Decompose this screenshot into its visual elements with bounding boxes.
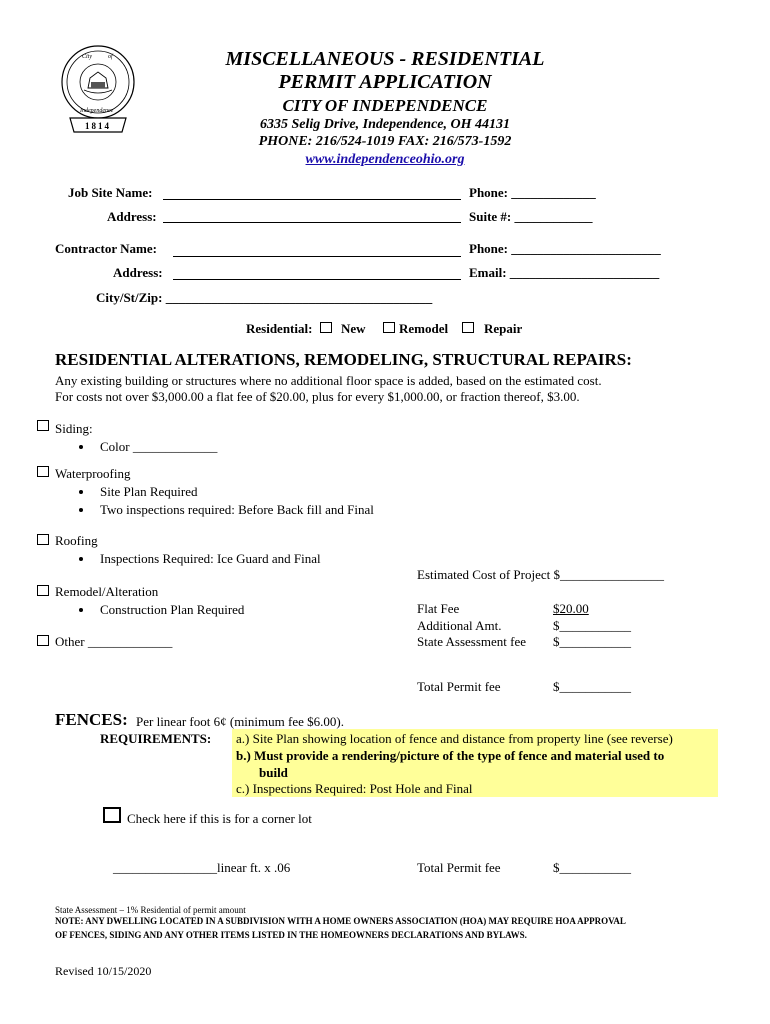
city-name: CITY OF INDEPENDENCE (282, 96, 488, 115)
roofing-label: Roofing (55, 533, 98, 548)
svg-text:Independence: Independence (80, 108, 114, 114)
siding-label: Siding: (55, 421, 93, 436)
other-field[interactable]: Other _____________ (55, 634, 173, 649)
new-checkbox[interactable] (320, 322, 332, 333)
siding-checkbox[interactable] (37, 420, 49, 431)
roofing-bullet-1: Inspections Required: Ice Guard and Final (100, 551, 321, 566)
alterations-desc-1: Any existing building or structures where no additional floor space is added, based on the estimated cost. (55, 373, 602, 388)
total-permit-fee-field[interactable]: $___________ (553, 679, 631, 694)
job-site-phone-field[interactable]: Phone: _____________ (469, 185, 596, 200)
contractor-phone-field[interactable]: Phone: _______________________ (469, 241, 661, 256)
job-site-address-label: Address: (107, 209, 157, 224)
bullet-icon (79, 557, 83, 561)
repair-option-label: Repair (484, 321, 523, 336)
remodel-alteration-label: Remodel/Alteration (55, 584, 159, 599)
hoa-note-line2: OF FENCES, SIDING AND ANY OTHER ITEMS LISTED IN THE HOMEOWNERS DECLARATIONS AND BYLAWS. (55, 930, 527, 940)
flat-fee-label: Flat Fee (417, 601, 460, 616)
fences-rate: Per linear foot 6¢ (minimum fee $6.00). (136, 714, 344, 729)
fence-total-fee-field[interactable]: $___________ (553, 860, 631, 875)
job-site-name-label: Job Site Name: (68, 185, 153, 200)
new-option-label: New (341, 321, 366, 336)
bullet-icon (79, 608, 83, 612)
requirements-label: REQUIREMENTS: (100, 731, 212, 746)
waterproofing-bullet-2: Two inspections required: Before Back fill and Final (100, 502, 374, 517)
corner-lot-checkbox[interactable] (103, 807, 121, 823)
contractor-email-field[interactable]: Email: _______________________ (469, 265, 660, 280)
revised-date: Revised 10/15/2020 (55, 964, 152, 978)
other-checkbox[interactable] (37, 635, 49, 646)
svg-text:City: City (82, 54, 92, 60)
remodel-bullet-1: Construction Plan Required (100, 602, 245, 617)
fence-total-fee-label: Total Permit fee (417, 860, 501, 875)
requirement-b-line1: b.) Must provide a rendering/picture of the type of fence and material used to (236, 748, 665, 763)
estimated-cost-field[interactable]: Estimated Cost of Project $________________ (417, 567, 664, 582)
requirement-c: c.) Inspections Required: Post Hole and Final (236, 781, 473, 796)
city-seal-logo (58, 44, 138, 136)
state-assessment-label: State Assessment fee (417, 634, 527, 649)
contractor-name-field[interactable] (173, 256, 461, 257)
residential-label: Residential: (246, 321, 313, 336)
contractor-address-field[interactable] (173, 279, 461, 280)
fences-heading: FENCES: (55, 710, 128, 729)
city-address: 6335 Selig Drive, Independence, OH 44131 (259, 117, 511, 132)
state-assessment-field[interactable]: $___________ (553, 634, 631, 649)
remodel-alteration-checkbox[interactable] (37, 585, 49, 596)
svg-text:of: of (108, 54, 113, 60)
form-title-line2: PERMIT APPLICATION (278, 71, 492, 93)
additional-amt-field[interactable]: $___________ (553, 618, 631, 633)
alterations-heading: RESIDENTIAL ALTERATIONS, REMODELING, STRUCTURAL REPAIRS: (55, 350, 632, 369)
waterproofing-label: Waterproofing (55, 466, 131, 481)
hoa-note-line1: NOTE: ANY DWELLING LOCATED IN A SUBDIVISION WITH A HOME OWNERS ASSOCIATION (HOA) MAY REQUIRE HOA APPROVAL (55, 916, 626, 926)
linear-feet-field[interactable]: ________________linear ft. x .06 (113, 860, 291, 875)
remodel-checkbox[interactable] (383, 322, 395, 333)
total-permit-fee-label: Total Permit fee (417, 679, 501, 694)
svg-text:1814: 1814 (85, 121, 111, 131)
job-site-address-field[interactable] (163, 222, 461, 223)
bullet-icon (79, 490, 83, 494)
contractor-address-label: Address: (113, 265, 163, 280)
requirement-b-line2: build (259, 765, 288, 780)
contractor-name-label: Contractor Name: (55, 241, 157, 256)
job-site-suite-field[interactable]: Suite #: ____________ (469, 209, 593, 224)
siding-color-field[interactable]: Color _____________ (100, 439, 218, 454)
corner-lot-label: Check here if this is for a corner lot (127, 811, 312, 826)
form-title-line1: MISCELLANEOUS - RESIDENTIAL (225, 48, 545, 70)
city-website-link[interactable]: www.independenceohio.org (305, 152, 465, 167)
contractor-citystzip-field[interactable]: City/St/Zip: _________________________________________ (96, 290, 433, 305)
requirement-a: a.) Site Plan showing location of fence and distance from property line (see reverse) (236, 731, 673, 746)
remodel-option-label: Remodel (399, 321, 449, 336)
bullet-icon (79, 508, 83, 512)
repair-checkbox[interactable] (462, 322, 474, 333)
alterations-desc-2: For costs not over $3,000.00 a flat fee of $20.00, plus for every $1,000.00, or fraction thereof, $3.00. (55, 389, 580, 404)
waterproofing-bullet-1: Site Plan Required (100, 484, 198, 499)
state-assessment-note: State Assessment – 1% Residential of permit amount (55, 905, 246, 915)
additional-amt-label: Additional Amt. (417, 618, 502, 633)
job-site-name-field[interactable] (163, 199, 461, 200)
bullet-icon (79, 445, 83, 449)
waterproofing-checkbox[interactable] (37, 466, 49, 477)
city-phone-fax: PHONE: 216/524-1019 FAX: 216/573-1592 (258, 134, 512, 149)
roofing-checkbox[interactable] (37, 534, 49, 545)
flat-fee-value: $20.00 (553, 601, 589, 616)
